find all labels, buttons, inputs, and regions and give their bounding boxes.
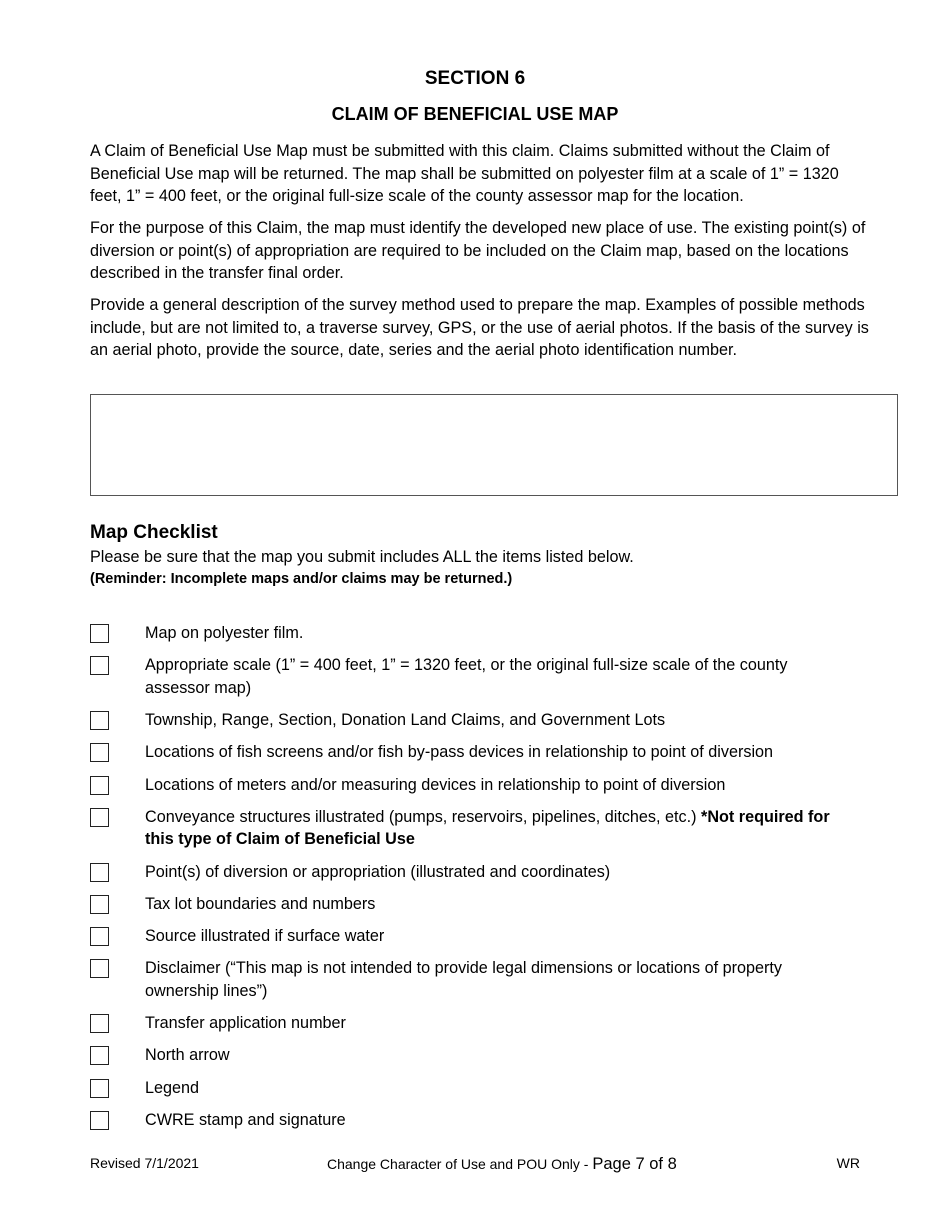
instruction-paragraph-3: Provide a general description of the survey method used to prepare the map. Examples of possible methods include, but are not limited to, a traverse survey, GPS, or the use of aerial photos. If the basis of the survey is an aerial photo, provide the source, date, series and the aerial photo identification number. xyxy=(90,296,869,360)
page-footer xyxy=(90,1152,860,1176)
checklist-items xyxy=(90,622,900,1141)
checkbox[interactable] xyxy=(90,1111,109,1130)
checklist-item xyxy=(90,741,900,764)
instruction-paragraph-1: A Claim of Beneficial Use Map must be submitted with this claim. Claims submitted without the Claim of Beneficial Use map will be returned. The map shall be submitted on polyester film at a scale of 1” = 1320 feet, 1” = 400 feet, or the original full-size scale of the county assessor map for the location. xyxy=(90,142,839,206)
checklist-item-label: Locations of meters and/or measuring devices in relationship to point of diversion xyxy=(145,775,726,794)
checklist-item xyxy=(90,622,900,645)
checklist-item-label: Disclaimer (“This map is not intended to provide legal dimensions or locations of property ownership lines”) xyxy=(145,959,783,1000)
checklist-item-label: Appropriate scale (1” = 400 feet, 1” = 1320 feet, or the original full-size scale of the county assessor map) xyxy=(145,656,788,697)
checklist-item xyxy=(90,774,900,797)
survey-description-field[interactable] xyxy=(90,394,898,496)
checklist-item xyxy=(90,925,900,948)
checklist-intro: Please be sure that the map you submit includes ALL the items listed below. xyxy=(90,548,634,566)
checkbox[interactable] xyxy=(90,959,109,978)
section-title: SECTION 6 xyxy=(424,68,526,89)
checklist-item xyxy=(90,1109,900,1132)
checklist-item-label: CWRE stamp and signature xyxy=(145,1110,346,1129)
checklist-item xyxy=(90,654,900,699)
checkbox[interactable] xyxy=(90,1014,109,1033)
checkbox[interactable] xyxy=(90,624,109,643)
checklist-reminder: (Reminder: Incomplete maps and/or claims may be returned.) xyxy=(90,571,513,587)
checklist-item xyxy=(90,1077,900,1100)
checkbox[interactable] xyxy=(90,1046,109,1065)
checklist-item xyxy=(90,957,900,1002)
checklist-item xyxy=(90,1044,900,1067)
checklist-item-label: Map on polyester film. xyxy=(145,624,304,642)
checklist-item-label: Township, Range, Section, Donation Land Claims, and Government Lots xyxy=(145,711,666,730)
footer-form-code: WR xyxy=(836,1155,860,1171)
checkbox[interactable] xyxy=(90,711,109,730)
checkbox[interactable] xyxy=(90,895,109,914)
checklist-item-label: Transfer application number xyxy=(145,1014,346,1033)
revised-date: Revised 7/1/2021 xyxy=(90,1155,199,1171)
checkbox[interactable] xyxy=(90,808,109,827)
checklist-item-label: Locations of fish screens and/or fish by-pass devices in relationship to point of diversion xyxy=(145,743,774,762)
page-number: Page 7 of 8 xyxy=(592,1155,677,1173)
checklist-item-label: Legend xyxy=(145,1078,200,1097)
checklist-item xyxy=(90,861,900,884)
checkbox[interactable] xyxy=(90,863,109,882)
instruction-paragraph-2: For the purpose of this Claim, the map must identify the developed new place of use. The existing point(s) of diversion or point(s) of appropriation are required to be included on the Claim map, based on the locations described in the transfer final order. xyxy=(90,219,866,283)
checkbox[interactable] xyxy=(90,656,109,675)
checklist-item xyxy=(90,893,900,916)
checklist-item xyxy=(90,806,900,851)
checklist-item xyxy=(90,709,900,732)
checkbox[interactable] xyxy=(90,927,109,946)
checklist-item-label: Tax lot boundaries and numbers xyxy=(145,894,376,913)
checklist-item-label: North arrow xyxy=(145,1046,230,1065)
checklist-item-label: Source illustrated if surface water xyxy=(145,927,385,946)
checklist-item-label: Conveyance structures illustrated (pumps, reservoirs, pipelines, ditches, etc.) *Not required for this type of Claim of Beneficial Use xyxy=(145,807,830,849)
checklist-item-label: Point(s) of diversion or appropriation (illustrated and coordinates) xyxy=(145,862,611,881)
page-title: CLAIM OF BENEFICIAL USE MAP xyxy=(331,104,619,124)
footer-form-title: Change Character of Use and POU Only - Page 7 of 8 xyxy=(327,1155,677,1173)
checkbox[interactable] xyxy=(90,776,109,795)
checkbox[interactable] xyxy=(90,1079,109,1098)
checklist-item xyxy=(90,1012,900,1035)
checkbox[interactable] xyxy=(90,743,109,762)
checklist-title: Map Checklist xyxy=(90,522,218,543)
